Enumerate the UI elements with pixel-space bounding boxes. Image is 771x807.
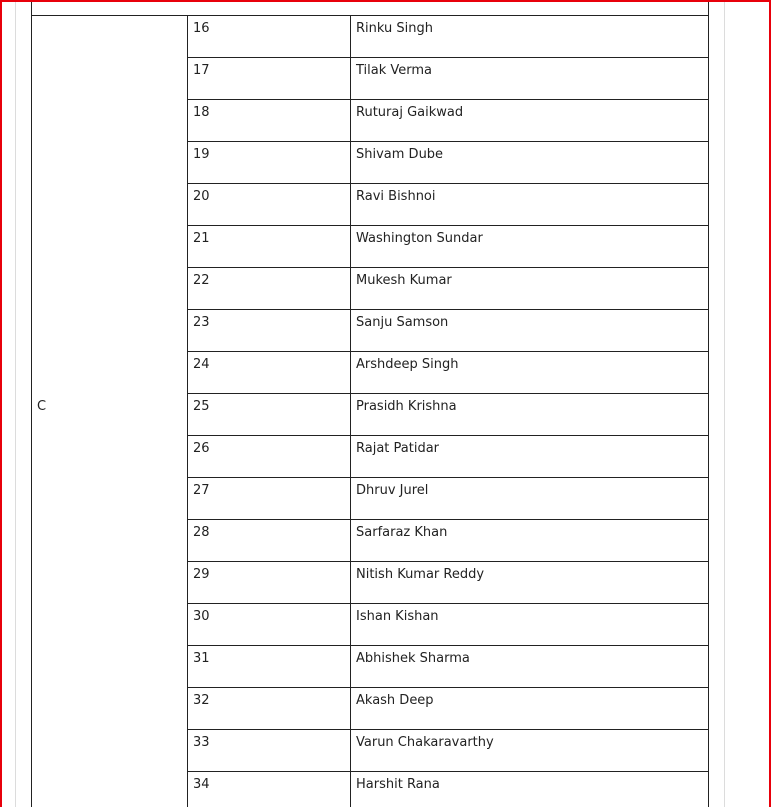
player-name: Nitish Kumar Reddy xyxy=(356,567,485,582)
table-row xyxy=(188,478,709,520)
row-number: 23 xyxy=(188,310,351,351)
row-number: 30 xyxy=(188,604,351,645)
row-number: 26 xyxy=(188,436,351,477)
player-name: Abhishek Sharma xyxy=(356,651,470,666)
row-number: 31 xyxy=(188,646,351,687)
table-row xyxy=(188,58,709,100)
row-number: 34 xyxy=(188,772,351,807)
row-number: 33 xyxy=(188,730,351,771)
row-number: 17 xyxy=(188,58,351,99)
left-guide-line xyxy=(15,0,16,807)
player-name: Varun Chakaravarthy xyxy=(356,735,494,750)
row-number: 22 xyxy=(188,268,351,309)
row-number: 21 xyxy=(188,226,351,267)
player-name: Rinku Singh xyxy=(356,21,433,36)
table-row xyxy=(188,226,709,268)
table-row xyxy=(188,100,709,142)
player-name: Ravi Bishnoi xyxy=(356,189,436,204)
table-row xyxy=(188,604,709,646)
table-row xyxy=(188,646,709,688)
table-row xyxy=(188,772,709,807)
right-guide-line xyxy=(724,0,725,807)
group-label: C xyxy=(37,399,47,414)
table-row xyxy=(188,352,709,394)
player-name: Mukesh Kumar xyxy=(356,273,452,288)
row-number: 16 xyxy=(188,16,351,57)
table-row xyxy=(188,310,709,352)
player-name: Ruturaj Gaikwad xyxy=(356,105,464,120)
player-name: Sanju Samson xyxy=(356,315,449,330)
table-row xyxy=(188,730,709,772)
player-name: Sarfaraz Khan xyxy=(356,525,448,540)
group-cell xyxy=(31,16,188,807)
player-name: Rajat Patidar xyxy=(356,441,440,456)
player-table xyxy=(31,0,709,807)
row-number: 28 xyxy=(188,520,351,561)
player-name: Ishan Kishan xyxy=(356,609,439,624)
previous-row-bottom xyxy=(31,0,709,16)
table-row xyxy=(188,520,709,562)
row-number: 32 xyxy=(188,688,351,729)
row-number: 19 xyxy=(188,142,351,183)
table-row xyxy=(188,142,709,184)
table-row xyxy=(188,184,709,226)
row-number: 24 xyxy=(188,352,351,393)
table-row xyxy=(188,394,709,436)
table-row xyxy=(188,562,709,604)
table-row xyxy=(188,688,709,730)
table-row xyxy=(188,436,709,478)
table-rows xyxy=(188,16,709,807)
player-name: Akash Deep xyxy=(356,693,434,708)
player-name: Tilak Verma xyxy=(356,63,433,78)
row-number: 18 xyxy=(188,100,351,141)
row-number: 20 xyxy=(188,184,351,225)
table-row xyxy=(188,16,709,58)
player-name: Shivam Dube xyxy=(356,147,444,162)
row-number: 27 xyxy=(188,478,351,519)
table-row xyxy=(188,268,709,310)
player-name: Harshit Rana xyxy=(356,777,440,792)
player-name: Arshdeep Singh xyxy=(356,357,459,372)
player-name: Prasidh Krishna xyxy=(356,399,457,414)
row-number: 25 xyxy=(188,394,351,435)
row-number: 29 xyxy=(188,562,351,603)
player-name: Washington Sundar xyxy=(356,231,483,246)
player-name: Dhruv Jurel xyxy=(356,483,429,498)
